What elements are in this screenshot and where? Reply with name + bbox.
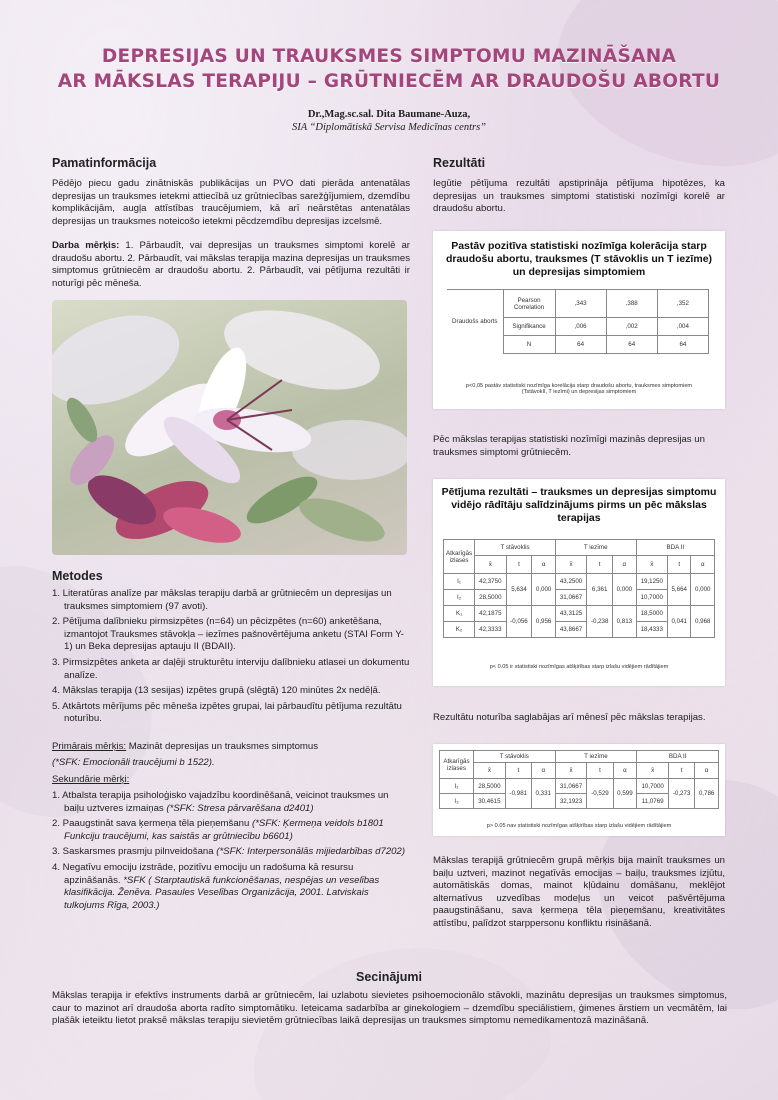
table-cell: x̄ (555, 763, 587, 779)
table-cell: ,002 (606, 318, 657, 336)
table-cell: t (587, 556, 613, 574)
table-cell: α (613, 556, 636, 574)
results-text-4: Mākslas terapijā grūtniecēm grupā mērķis bija mainīt trauksmes un baiļu uztveri, mazinot negatīvās emocijas – baiļu, trauksmes izjūtu, automātiskās domas, mainot kļūdainu domāšanu, meklējot alternatīvus uzvedības modeļus un veicot pašvērtējuma paaugstināšanu, sava ķermeņa tēla pieņemšanu, kreativitātes attīstību, palīdzot starppersonu konfliktu risināšanā. (433, 855, 725, 929)
table-cell: 0,331 (531, 779, 555, 809)
table-cell: K₂ (444, 622, 475, 638)
table-cell: 43,8667 (555, 622, 586, 638)
methods-item: 2. Pētījuma dalībnieku pirmsizpētes (n=64) un pēcizpētes (n=60) anketēšana, izmantojot Trauksmes stāvokļa – iezīmes pašnovērtējuma anketu (STAI Form Y-1) un Beka depresijas aptauju II (BDAII). (52, 616, 405, 653)
table-cell: 10,7000 (636, 590, 667, 606)
table-cell: I₂ (444, 590, 475, 606)
secondary-goal-text: 4. Negatīvu emociju izstrāde, pozitīvu emociju un radošuma kā resursu apzināšanās. (52, 861, 354, 886)
table-cell: ,343 (555, 290, 606, 318)
table-cell: 64 (555, 336, 606, 354)
methods-item: 4. Mākslas terapija (13 sesijas) izpētes grupā (slēgtā) 120 minūtes 2x nedēļā. (52, 685, 381, 697)
table-cell: t (587, 763, 613, 779)
persistence-note: p> 0.05 nav statistiski nozīmīgas atšķirības starp izlašu vidējiem rādītājiem (486, 823, 672, 829)
table-cell: -0,056 (506, 606, 532, 638)
table-cell: 42,1875 (475, 606, 506, 622)
table-cell: t (667, 556, 690, 574)
table-cell: ,388 (606, 290, 657, 318)
table-cell: 31,0667 (555, 590, 586, 606)
table-cell: -0,238 (587, 606, 613, 638)
table-cell: 30,4615 (474, 794, 506, 809)
table-cell: x̄ (636, 556, 667, 574)
table-cell: 28,5000 (475, 590, 506, 606)
table-cell: 18,5000 (636, 606, 667, 622)
table-row (440, 751, 719, 763)
primary-goal-sfk: (*SFK: Emocionāli traucējumi b 1522). (52, 757, 215, 768)
intro-heading: Pamatinformācija (52, 156, 157, 170)
table-cell: Signifikance (503, 318, 555, 336)
goals-label: Darba mērķis: (52, 240, 120, 251)
table-cell: T iezīme (555, 751, 637, 763)
table-cell: 43,3125 (555, 606, 586, 622)
correlation-note: p<0,05 pastāv statistiski nozīmīga korelācija starp draudošu abortu, trauksmes simptomiem (Tstāvoklī, T iezīmi) un depresijas simptomiem (465, 383, 693, 395)
primary-goal-label: Primārais mērķis: (52, 741, 127, 752)
author-name: Dr.,Mag.sc.sal. Dita Baumane-Auza, (307, 109, 471, 120)
methods-item: 5. Atkārtots mērījums pēc mēneša izpētes grupai, lai pārbaudītu pētījuma rezultātu noturību. (52, 700, 402, 725)
table-cell: 5,664 (667, 574, 690, 606)
secondary-goal-sfk: (*SFK: Stresa pārvarēšana d2401) (166, 802, 314, 814)
comparison-title: Pētījuma rezultāti – trauksmes un depresijas simptomu vidējo rādītāju salīdzinājums pirms un pēc mākslas terapijas (441, 486, 717, 524)
flower-painting-image (52, 300, 407, 555)
correlation-panel (433, 231, 725, 409)
goals-text: 1. Pārbaudīt, vai depresijas un trauksmes simptomi korelē ar draudošu abortu. 2. Pārbaudīt, vai mākslas terapija mazina depresijas un trauksmes simptomus grūtniecēm ar draudošu abortu. 2. Pārbaudīt, vai pētījuma rezultāti ir noturīgi pēc mēneša. (52, 240, 410, 289)
table-cell: 0,599 (613, 779, 637, 809)
table-row (440, 763, 719, 779)
intro-text: Pēdējo piecu gadu zinātniskās publikācijas un PVO dati pierāda antenatālas depresijas un trauksmes ietekmi attiecībā uz grūtniecības sarežģījumiem, dzemdību komplikācijām, augļa attīstības traucējumiem, kā arī neārstētas antenatālas depresijas un trauksmes noteicošo ietekmi pēcdzemdību depresijas izcelsmē. (52, 178, 410, 227)
secondary-goal-text: 2. Paaugstināt sava ķermeņa tēla pieņemšanu (52, 818, 252, 830)
secondary-goal-item (52, 790, 410, 815)
results-text-1: Iegūtie pētījuma rezultāti apstiprināja pētījuma hipotēzes, ka depresijas un trauksmes simptomi statistiski nozīmīgi korelē ar draudošu abortu. (433, 178, 725, 215)
table-cell: 6,361 (587, 574, 613, 606)
primary-goal-text: Mazināt depresijas un trauksmes simptomus (126, 741, 319, 752)
title-line-2: AR MĀKSLAS TERAPIJU – GRŪTNIECĒM AR DRAUDOŠU ABORTU (57, 71, 721, 92)
table-row (444, 540, 715, 556)
author-block (0, 108, 778, 134)
secondary-goal-sfk: (*SFK: Ķermeņa veidols b1801 Funkciju traucējumi, kas saistās ar grūtniecību b6601) (64, 818, 384, 842)
table-row (440, 779, 719, 794)
table-cell: I₃ (440, 794, 474, 809)
table-cell: ,004 (657, 318, 708, 336)
table-cell: Pearson Correlation (503, 290, 555, 318)
persistence-table (439, 750, 719, 809)
table-row (444, 606, 715, 622)
methods-item: 3. Pirmsizpētes anketa ar daļēji strukturētu interviju dalībnieku atlasei un dokumentu analīze. (52, 656, 410, 681)
methods-list (52, 588, 410, 729)
table-cell: BDA II (637, 751, 719, 763)
table-cell: 0,813 (613, 606, 636, 638)
table-row (447, 290, 709, 318)
flower-painting (52, 300, 407, 555)
table-cell: 43,2500 (555, 574, 586, 590)
results-text-3: Rezultātu noturība saglabājas arī mēnesī pēc mākslas terapijas. (433, 712, 706, 723)
table-cell: N (503, 336, 555, 354)
methods-heading: Metodes (52, 569, 103, 583)
title-line-1: DEPRESIJAS UN TRAUKSMES SIMPTOMU MAZINĀŠANA (101, 46, 677, 67)
table-cell: 11,0769 (637, 794, 669, 809)
table-cell: t (506, 556, 532, 574)
table-cell: α (532, 556, 555, 574)
table-cell: -0,273 (669, 779, 695, 809)
goals-paragraph (52, 240, 410, 290)
table-cell: x̄ (475, 556, 506, 574)
table-cell: x̄ (474, 763, 506, 779)
secondary-goals-list (52, 790, 410, 915)
correlation-title: Pastāv pozitīva statistiski nozīmīga kolerācija starp draudošu abortu, trauksmes (T stāvoklis un T iezīme) un depresijas simptomiem (445, 240, 713, 278)
table-cell: 0,968 (691, 606, 715, 638)
table-cell: T stāvoklis (475, 540, 556, 556)
table-cell: t (669, 763, 695, 779)
conclusion-heading: Secinājumi (356, 970, 422, 984)
background-petal (534, 0, 778, 198)
secondary-goal-item (52, 862, 410, 912)
table-cell: T stāvoklis (474, 751, 556, 763)
secondary-goal-item (52, 818, 410, 843)
table-cell: 64 (657, 336, 708, 354)
secondary-goal-item (52, 846, 410, 859)
table-cell: 32,1923 (555, 794, 587, 809)
results-heading: Rezultāti (433, 156, 486, 170)
secondary-goal-text: 3. Saskarsmes prasmju pilnveidošana (52, 846, 217, 858)
table-cell: 0,786 (695, 779, 719, 809)
table-cell: 42,3333 (475, 622, 506, 638)
author-affiliation: SIA “Diplomātiskā Servisa Medicīnas centrs” (291, 122, 487, 133)
table-cell: 18,4333 (636, 622, 667, 638)
table-cell: 5,634 (506, 574, 532, 606)
persistence-panel (433, 744, 725, 836)
table-cell: BDA II (636, 540, 714, 556)
results-text-2: Pēc mākslas terapijas statistiski nozīmīgi mazinās depresijas un trauksmes simptomi grūtniecēm. (433, 434, 705, 458)
conclusion-text: Mākslas terapija ir efektīvs instruments darbā ar grūtniecēm, lai uzlabotu sievietes psihoemocionālo stāvokli, mazinātu depresijas un trauksmes simptomus, caur to mazinot arī draudoša aborta radīto simptomātiku. Ieteicama sadarbība ar ginekologiem – dzemdību speciālistiem, ģimenes ārstiem un vecmātēm, lai plašāk ieteiktu lietot praksē mākslas terapiju sievietēm grūtniecības laikā depresijas un trauksmes simptomu nemedikamentozā mazināšanā. (52, 990, 727, 1027)
table-cell: 0,041 (667, 606, 690, 638)
table-cell: 31,0667 (555, 779, 587, 794)
table-cell: x̄ (637, 763, 669, 779)
table-cell: α (613, 763, 637, 779)
table-cell: I₁ (444, 574, 475, 590)
table-cell: ,006 (555, 318, 606, 336)
table-cell: 0,956 (532, 606, 555, 638)
table-cell: 19,1250 (636, 574, 667, 590)
table-cell: 42,3750 (475, 574, 506, 590)
table-cell: ,352 (657, 290, 708, 318)
secondary-goal-sfk: (*SFK: Interpersonālās mijiedarbības d7202) (216, 846, 406, 858)
table-cell: -0,981 (505, 779, 531, 809)
secondary-goals-label: Sekundārie mērķi: (52, 774, 130, 785)
comparison-note: p< 0.05 ir statistiski nozīmīgas atšķirības starp izlašu vidējiem rādītājiem (489, 664, 669, 670)
comparison-table (443, 539, 715, 638)
table-cell: α (691, 556, 715, 574)
primary-goal (52, 741, 410, 754)
table-cell: I₂ (440, 779, 474, 794)
table-cell: T iezīme (555, 540, 636, 556)
table-cell: 0,000 (691, 574, 715, 606)
table-cell: 0,000 (532, 574, 555, 606)
table-cell: x̄ (555, 556, 586, 574)
table-cell: α (695, 763, 719, 779)
table-cell: Draudošs aborts (447, 290, 503, 354)
table-cell: K₁ (444, 606, 475, 622)
table-cell: 0,000 (613, 574, 636, 606)
table-cell: 64 (606, 336, 657, 354)
table-cell: 28,5000 (474, 779, 506, 794)
table-cell: Atkarīgās izlases (440, 751, 474, 779)
table-cell: α (531, 763, 555, 779)
methods-item: 1. Literatūras analīze par mākslas terapiju darbā ar grūtniecēm un depresijas un trauksmes simptomiem (97 avoti). (52, 588, 392, 612)
table-row (444, 574, 715, 590)
table-cell: t (505, 763, 531, 779)
poster-title (0, 44, 778, 94)
secondary-goal-text: 1. Atbalsta terapija psiholoģisko vajadzību koordinēšanā, veicinot trauksmes un baiļu uztveres izmaiņas (52, 790, 389, 814)
correlation-table (447, 289, 709, 354)
comparison-panel (433, 479, 725, 686)
table-cell: 10,7000 (637, 779, 669, 794)
secondary-goal-sfk: *SFK ( Starptautiskā funkcionēšanas, nespējas un veselības klasifikācija. Ženēva. Pasaules Veselības Organizācija, 2001. Latviskais tulkojums Rīga, 2003.) (64, 874, 380, 911)
table-cell: -0,529 (587, 779, 613, 809)
table-row (444, 556, 715, 574)
table-cell: Atkarīgās izlases (444, 540, 475, 574)
